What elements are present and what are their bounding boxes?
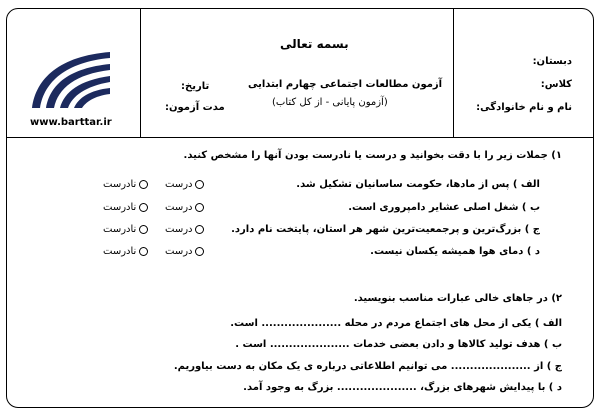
radio-circle-icon[interactable] bbox=[139, 225, 148, 234]
website-url: www.barttar.ir bbox=[30, 117, 112, 128]
false-option[interactable]: نادرست bbox=[103, 224, 148, 235]
section2-item: الف ) یکی از محل های اجتماع مردم در محله ..................... است. bbox=[230, 318, 562, 329]
section1-item: ج ) بزرگ‌ترین و پرجمعیت‌ترین شهر هر استان، پایتخت نام دارد. bbox=[231, 224, 540, 235]
false-option[interactable]: نادرست bbox=[103, 179, 148, 190]
duration-label: مدت آزمون: bbox=[165, 102, 225, 113]
header-divider-left bbox=[140, 8, 141, 137]
class-label: کلاس: bbox=[540, 79, 572, 90]
section1-item: د ) دمای هوا همیشه یکسان نیست. bbox=[370, 246, 540, 257]
radio-circle-icon[interactable] bbox=[139, 180, 148, 189]
bismillah-heading: بسمه تعالی bbox=[280, 37, 349, 51]
section1-title: ۱) جملات زیر را با دقت بخوانید و درست یا نادرست بودن آنها را مشخص کنید. bbox=[183, 150, 562, 161]
section2-item: د ) با پیدایش شهرهای بزرگ، ..................... بزرگ به وجود آمد. bbox=[243, 382, 562, 393]
section1-item: الف ) پس از مادها، حکومت ساسانیان تشکیل شد. bbox=[296, 179, 540, 190]
section2-item: ج ) از ..................... می توانیم اطلاعاتی درباره ی یک مکان به دست بیاوریم. bbox=[173, 361, 562, 372]
exam-title: آزمون مطالعات اجتماعی چهارم ابتدایی bbox=[248, 79, 443, 90]
radio-circle-icon[interactable] bbox=[195, 203, 204, 212]
radio-circle-icon[interactable] bbox=[139, 203, 148, 212]
true-option[interactable]: درست bbox=[165, 179, 204, 190]
true-option[interactable]: درست bbox=[165, 202, 204, 213]
school-label: دبستان: bbox=[532, 56, 572, 67]
section1-item: ب ) شغل اصلی عشایر دامپروری است. bbox=[348, 202, 540, 213]
radio-circle-icon[interactable] bbox=[195, 180, 204, 189]
section2-item: ب ) هدف تولید کالاها و دادن بعضی خدمات ..................... است . bbox=[235, 339, 562, 350]
false-option[interactable]: نادرست bbox=[103, 246, 148, 257]
header-divider-right bbox=[453, 8, 454, 137]
barttar-logo-icon bbox=[30, 48, 112, 110]
radio-circle-icon[interactable] bbox=[139, 247, 148, 256]
date-label: تاریخ: bbox=[181, 81, 210, 92]
radio-circle-icon[interactable] bbox=[195, 247, 204, 256]
exam-subtitle: (آزمون پایانی - از کل کتاب) bbox=[272, 97, 388, 108]
name-label: نام و نام خانوادگی: bbox=[476, 102, 572, 113]
false-option[interactable]: نادرست bbox=[103, 202, 148, 213]
header-divider bbox=[6, 137, 594, 138]
radio-circle-icon[interactable] bbox=[195, 225, 204, 234]
true-option[interactable]: درست bbox=[165, 224, 204, 235]
true-option[interactable]: درست bbox=[165, 246, 204, 257]
section2-title: ۲) در جاهای خالی عبارات مناسب بنویسید. bbox=[353, 293, 562, 304]
